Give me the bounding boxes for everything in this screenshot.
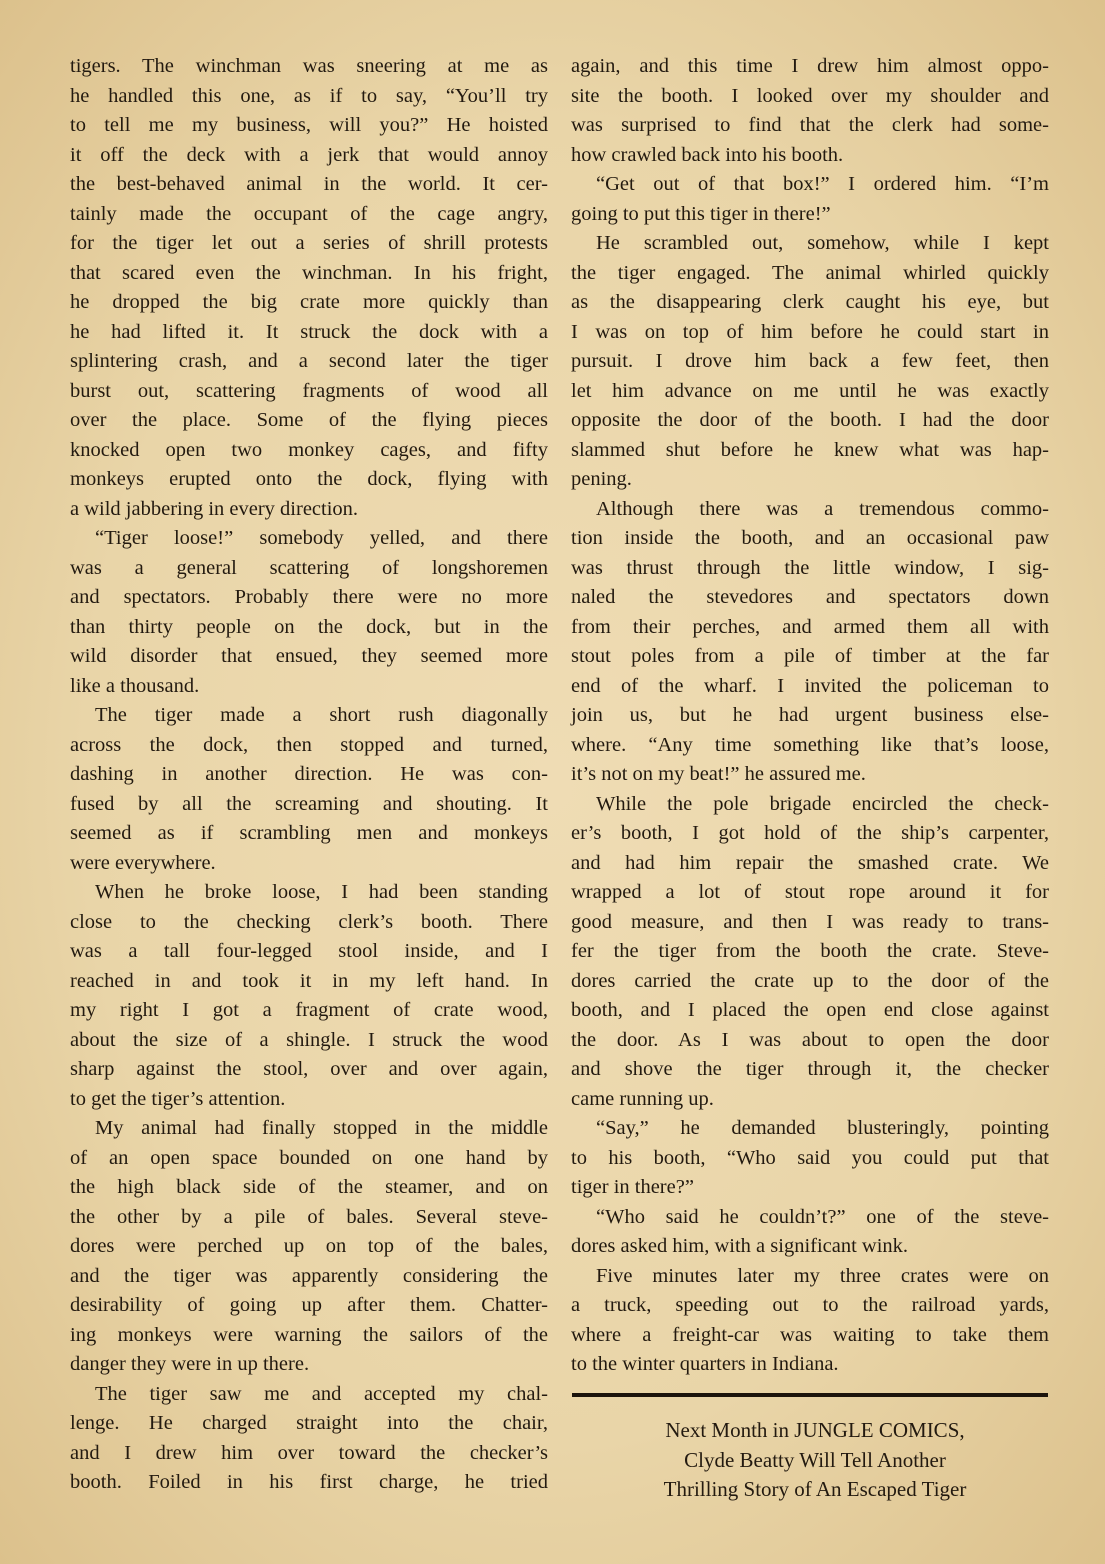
text-line: and shove the tiger through it, the checker	[571, 1058, 1049, 1080]
text-line: of an open space bounded on one hand by	[70, 1146, 548, 1169]
text-line: tiger in there?”	[571, 1176, 694, 1198]
text-line: stout poles from a pile of timber at the far	[571, 645, 1049, 667]
text-line: dores were perched up on top of the bales,	[70, 1235, 548, 1257]
text-line: was thrust through the little window, I sig-	[571, 556, 1049, 579]
text-line: he had lifted it. It struck the dock with a	[70, 320, 548, 343]
text-line: While the pole brigade encircled the check-	[596, 792, 1049, 815]
promo-line: Clyde Beatty Will Tell Another	[684, 1447, 946, 1472]
text-line: wrapped a lot of stout rope around it for	[571, 881, 1049, 903]
text-line: fused by all the screaming and shouting. It	[70, 792, 548, 815]
text-line: he handled this one, as if to say, “You’ll try	[70, 84, 548, 107]
text-line: was a general scattering of longshoremen	[70, 556, 548, 579]
text-line: that scared even the winchman. In his fright,	[70, 261, 548, 284]
text-line: and had him repair the smashed crate. We	[571, 851, 1049, 874]
text-line: naled the stevedores and spectators down	[571, 586, 1049, 608]
text-line: dores asked him, with a significant wink.	[571, 1235, 909, 1257]
text-line: came running up.	[571, 1087, 714, 1110]
paragraph	[571, 229, 1049, 495]
promo-line: Thrilling Story of An Escaped Tiger	[663, 1477, 967, 1501]
text-line: the best-behaved animal in the world. It cer-	[70, 173, 548, 195]
text-line: reached in and took it in my left hand. In	[70, 969, 548, 992]
text-line: the high black side of the steamer, and on	[70, 1176, 548, 1198]
text-line: tion inside the booth, and an occasional paw	[571, 527, 1049, 549]
text-line: opposite the door of the booth. I had the door	[571, 409, 1049, 431]
text-line: where. “Any time something like that’s loose,	[571, 733, 1049, 756]
paragraph	[70, 701, 548, 878]
divider-rule	[572, 1393, 1048, 1397]
text-line: I was on top of him before he could start in	[571, 320, 1049, 343]
text-line: and spectators. Probably there were no more	[70, 586, 548, 608]
text-line: to tell me my business, will you?” He hoisted	[70, 114, 548, 136]
text-line: let him advance on me until he was exactly	[571, 379, 1049, 402]
text-line: where a freight-car was waiting to take them	[571, 1323, 1049, 1346]
text-line: “Who said he couldn’t?” one of the steve-	[596, 1205, 1049, 1228]
text-line: the other by a pile of bales. Several steve-	[70, 1205, 548, 1228]
text-line: to the winter quarters in Indiana.	[571, 1353, 839, 1375]
text-line: lenge. He charged straight into the chair,	[70, 1412, 548, 1434]
text-line: The tiger saw me and accepted my chal-	[95, 1382, 548, 1405]
text-line: a wild jabbering in every direction.	[70, 497, 359, 520]
paragraph	[571, 170, 1049, 229]
text-line: and the tiger was apparently considering the	[70, 1264, 548, 1287]
text-line: the tiger engaged. The animal whirled quickly	[571, 261, 1049, 284]
text-line: When he broke loose, I had been standing	[95, 881, 548, 903]
text-line: site the booth. I looked over my shoulder and	[571, 84, 1049, 107]
text-line: like a thousand.	[70, 674, 200, 697]
text-line: seemed as if scrambling men and monkeys	[70, 822, 548, 844]
text-line: “Say,” he demanded blusteringly, pointing	[596, 1117, 1049, 1139]
text-line: join us, but he had urgent business else-	[571, 704, 1049, 726]
text-line: how crawled back into his booth.	[571, 143, 844, 166]
text-line: desirability of going up after them. Chatter-	[70, 1294, 548, 1316]
text-line: dashing in another direction. He was con-	[70, 763, 548, 785]
text-line: to get the tiger’s attention.	[70, 1087, 286, 1110]
text-line: booth. Foiled in his first charge, he tried	[70, 1471, 548, 1493]
text-line: monkeys erupted onto the dock, flying with	[70, 468, 548, 490]
text-line: end of the wharf. I invited the policeman to	[571, 674, 1049, 697]
text-line: my right I got a fragment of crate wood,	[70, 999, 548, 1021]
text-line: were everywhere.	[70, 851, 216, 874]
text-line: for the tiger let out a series of shrill protests	[70, 232, 548, 254]
text-line: again, and this time I drew him almost oppo-	[571, 55, 1049, 77]
text-line: fer the tiger from the booth the crate. Steve-	[571, 940, 1049, 962]
paragraph	[571, 495, 1049, 790]
text-line: as the disappearing clerk caught his eye, but	[571, 291, 1049, 313]
text-line: wild disorder that ensued, they seemed more	[70, 645, 548, 667]
text-line: close to the checking clerk’s booth. There	[70, 910, 548, 933]
text-line: over the place. Some of the flying pieces	[70, 409, 548, 431]
paragraph	[70, 524, 548, 701]
text-line: the door. As I was about to open the door	[571, 1028, 1049, 1051]
text-line: it off the deck with a jerk that would annoy	[70, 143, 548, 166]
paragraph	[571, 1203, 1049, 1262]
promo-line: Next Month in JUNGLE COMICS,	[665, 1418, 965, 1442]
right-column	[571, 52, 1049, 1380]
next-month-promo	[572, 1416, 1058, 1505]
text-line: from their perches, and armed them all with	[571, 615, 1049, 638]
text-line: tainly made the occupant of the cage angry,	[70, 202, 548, 225]
text-line: burst out, scattering fragments of wood all	[70, 379, 548, 402]
text-line: about the size of a shingle. I struck the wood	[70, 1028, 548, 1051]
text-line: across the dock, then stopped and turned,	[70, 733, 548, 756]
text-line: splintering crash, and a second later the tiger	[70, 350, 548, 372]
text-line: er’s booth, I got hold of the ship’s carpenter,	[571, 822, 1049, 844]
paragraph	[571, 1114, 1049, 1203]
text-line: ing monkeys were warning the sailors of the	[70, 1323, 548, 1346]
text-line: it’s not on my beat!” he assured me.	[571, 763, 866, 785]
text-line: was a tall four-legged stool inside, and I	[70, 940, 548, 962]
text-line: knocked open two monkey cages, and fifty	[70, 438, 548, 461]
text-line: a truck, speeding out to the railroad yards,	[571, 1294, 1049, 1316]
paragraph	[70, 1114, 548, 1380]
text-line: he dropped the big crate more quickly than	[70, 291, 548, 313]
text-line: was surprised to find that the clerk had some-	[571, 114, 1049, 136]
text-line: booth, and I placed the open end close against	[571, 999, 1049, 1021]
paragraph	[70, 1380, 548, 1498]
text-line: danger they were in up there.	[70, 1353, 310, 1375]
text-line: pening.	[571, 468, 632, 490]
left-column	[70, 52, 548, 1498]
text-line: tigers. The winchman was sneering at me as	[70, 55, 548, 77]
text-line: good measure, and then I was ready to trans-	[571, 910, 1049, 933]
paragraph	[571, 1262, 1049, 1380]
paragraph	[70, 878, 548, 1114]
text-line: sharp against the stool, over and over again,	[70, 1058, 548, 1080]
paragraph	[571, 52, 1049, 170]
text-line: He scrambled out, somehow, while I kept	[596, 232, 1049, 254]
text-line: and I drew him over toward the checker’s	[70, 1441, 548, 1464]
text-line: The tiger made a short rush diagonally	[95, 704, 548, 726]
text-line: “Tiger loose!” somebody yelled, and there	[95, 527, 548, 549]
text-line: than thirty people on the dock, but in the	[70, 615, 548, 638]
text-line: slammed shut before he knew what was hap-	[571, 438, 1049, 461]
text-line: My animal had finally stopped in the middle	[95, 1117, 548, 1139]
text-line: Although there was a tremendous commo-	[596, 497, 1049, 520]
text-line: to his booth, “Who said you could put that	[571, 1146, 1049, 1169]
text-line: going to put this tiger in there!”	[571, 202, 831, 225]
text-line: dores carried the crate up to the door of the	[571, 969, 1049, 992]
text-line: Five minutes later my three crates were on	[596, 1264, 1049, 1287]
paragraph	[70, 52, 548, 524]
paragraph	[571, 790, 1049, 1115]
text-line: pursuit. I drove him back a few feet, then	[571, 350, 1049, 372]
text-line: “Get out of that box!” I ordered him. “I’m	[596, 173, 1049, 195]
